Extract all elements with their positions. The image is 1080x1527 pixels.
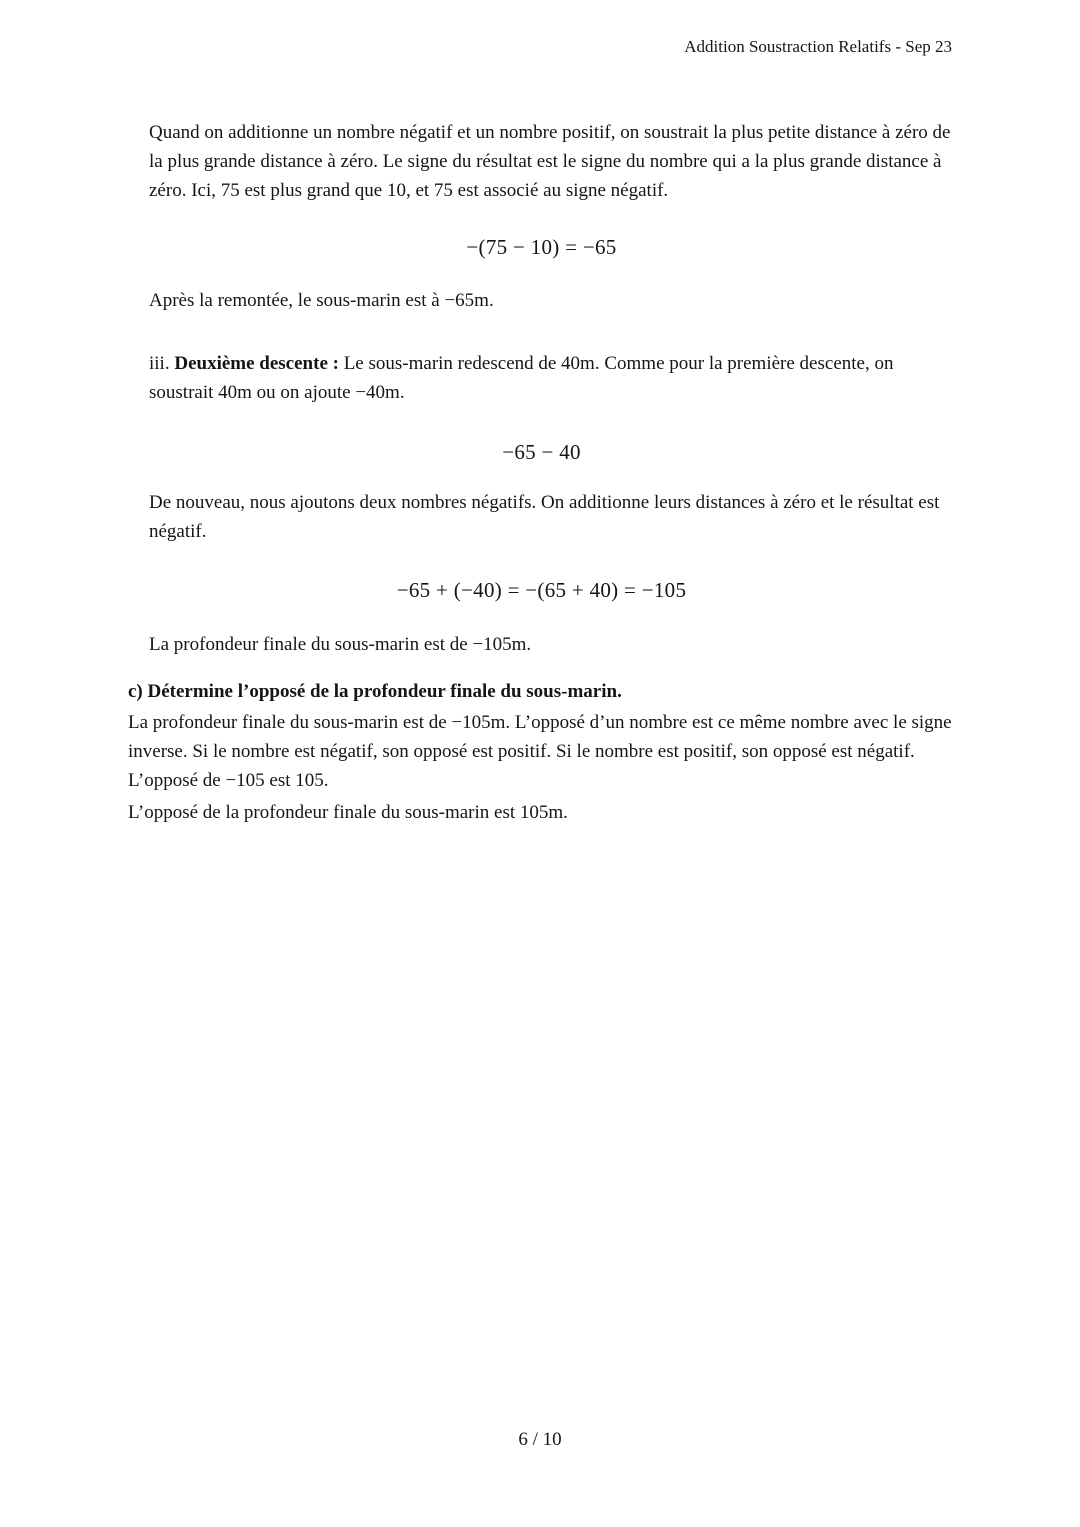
formula-remontee: −(75 − 10) = −65 — [466, 235, 617, 259]
formula-descente: −65 − 40 — [502, 440, 581, 464]
list-marker-iii: iii. — [149, 353, 175, 374]
paragraph-apres-remontee: Après la remontée, le sous-marin est à −65m. — [149, 290, 494, 311]
page-number: 6 / 10 — [518, 1429, 562, 1450]
deuxieme-descente-label: Deuxième descente : — [174, 353, 339, 374]
deuxieme-descente-text: Le sous-marin redescend de 40m. Comme pour la première descente, on soustrait 40m ou on ajoute −40m. — [149, 353, 894, 403]
paragraph-deuxieme-descente — [128, 349, 955, 407]
paragraph-addition-rule: Quand on additionne un nombre négatif et un nombre positif, on soustrait la plus petite distance à zéro de la plus grande distance à zéro. Le signe du résultat est le signe du nombre qui a la plus grande distance à zéro. Ici, 75 est plus grand que 10, et 75 est associé au signe négatif. — [149, 122, 951, 201]
paragraph-oppose-explication: La profondeur finale du sous-marin est de −105m. L’opposé d’un nombre est ce même nombre avec le signe inverse. Si le nombre est négatif, son opposé est positif. Si le nombre est positif, son opposé est négatif. L’opposé de −105 est 105. — [128, 712, 952, 791]
paragraph-oppose-conclusion: L’opposé de la profondeur finale du sous-marin est 105m. — [128, 802, 568, 823]
formula-resultat-final: −65 + (−40) = −(65 + 40) = −105 — [396, 578, 687, 602]
paragraph-profondeur-finale: La profondeur finale du sous-marin est de −105m. — [149, 634, 532, 655]
heading-question-c: c) Détermine l’opposé de la profondeur finale du sous-marin. — [128, 681, 622, 702]
paragraph-deux-negatifs: De nouveau, nous ajoutons deux nombres négatifs. On additionne leurs distances à zéro et le résultat est négatif. — [149, 492, 940, 542]
page-header: Addition Soustraction Relatifs - Sep 23 — [684, 37, 952, 56]
